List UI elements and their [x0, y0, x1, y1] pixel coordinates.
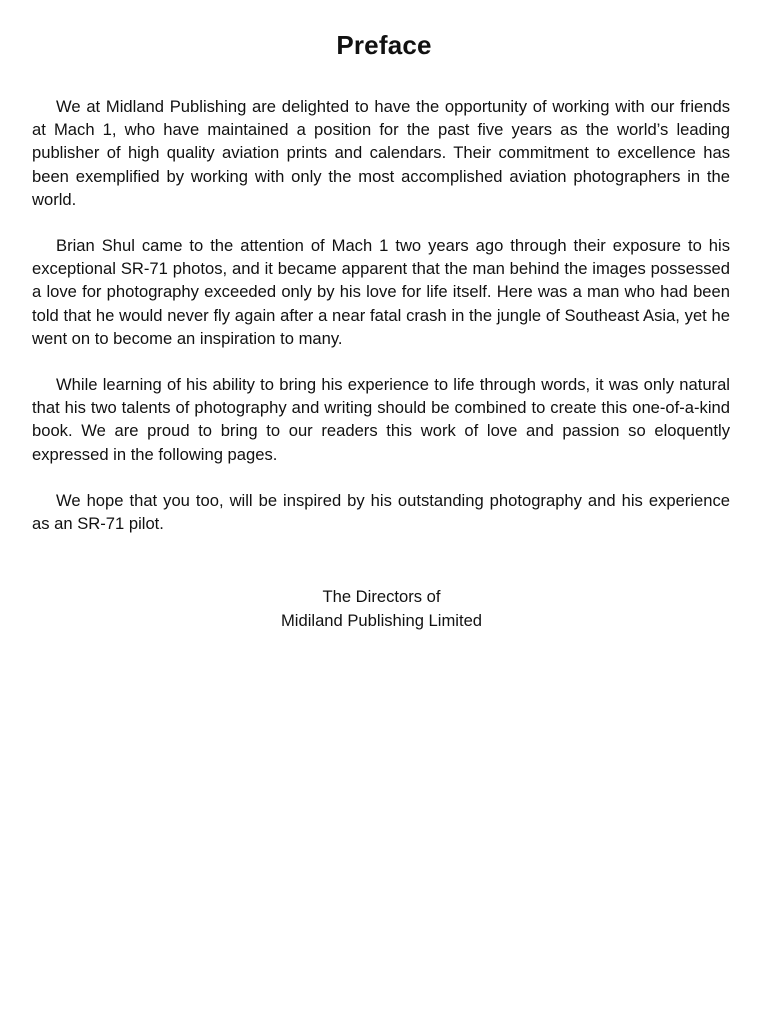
- signature-line-2: Midiland Publishing Limited: [280, 611, 483, 630]
- signature-line-1: The Directors of: [322, 587, 441, 606]
- preface-paragraph-1: We at Midland Publishing are delighted to have the opportunity of working with our friends at Mach 1, who have maintained a position for the past five years as the world’s leading publisher of high quality aviation prints and calendars. Their commitment to excellence has been exemplified by working with only the most accomplished aviation photographers in the world.: [32, 97, 730, 209]
- preface-paragraph-2: Brian Shul came to the attention of Mach 1 two years ago through their exposure to his exceptional SR-71 photos, and it became apparent that the man behind the images possessed a love for photography exceeded only by his love for life itself. Here was a man who had been told that he would never fly again after a near fatal crash in the jungle of Southeast Asia, yet he went on to become an inspiration to many.: [32, 236, 730, 348]
- page-title: Preface: [336, 30, 432, 60]
- preface-body: [32, 95, 730, 558]
- preface-paragraph-3: While learning of his ability to bring his experience to life through words, it was only natural that his two talents of photography and writing should be combined to create this one-of-a-kind book. We are proud to bring to our readers this work of love and passion so eloquently expressed in the following pages.: [32, 375, 730, 464]
- preface-paragraph-4: We hope that you too, will be inspired by his outstanding photography and his experience as an SR-71 pilot.: [32, 490, 730, 534]
- signature-block: [0, 585, 763, 633]
